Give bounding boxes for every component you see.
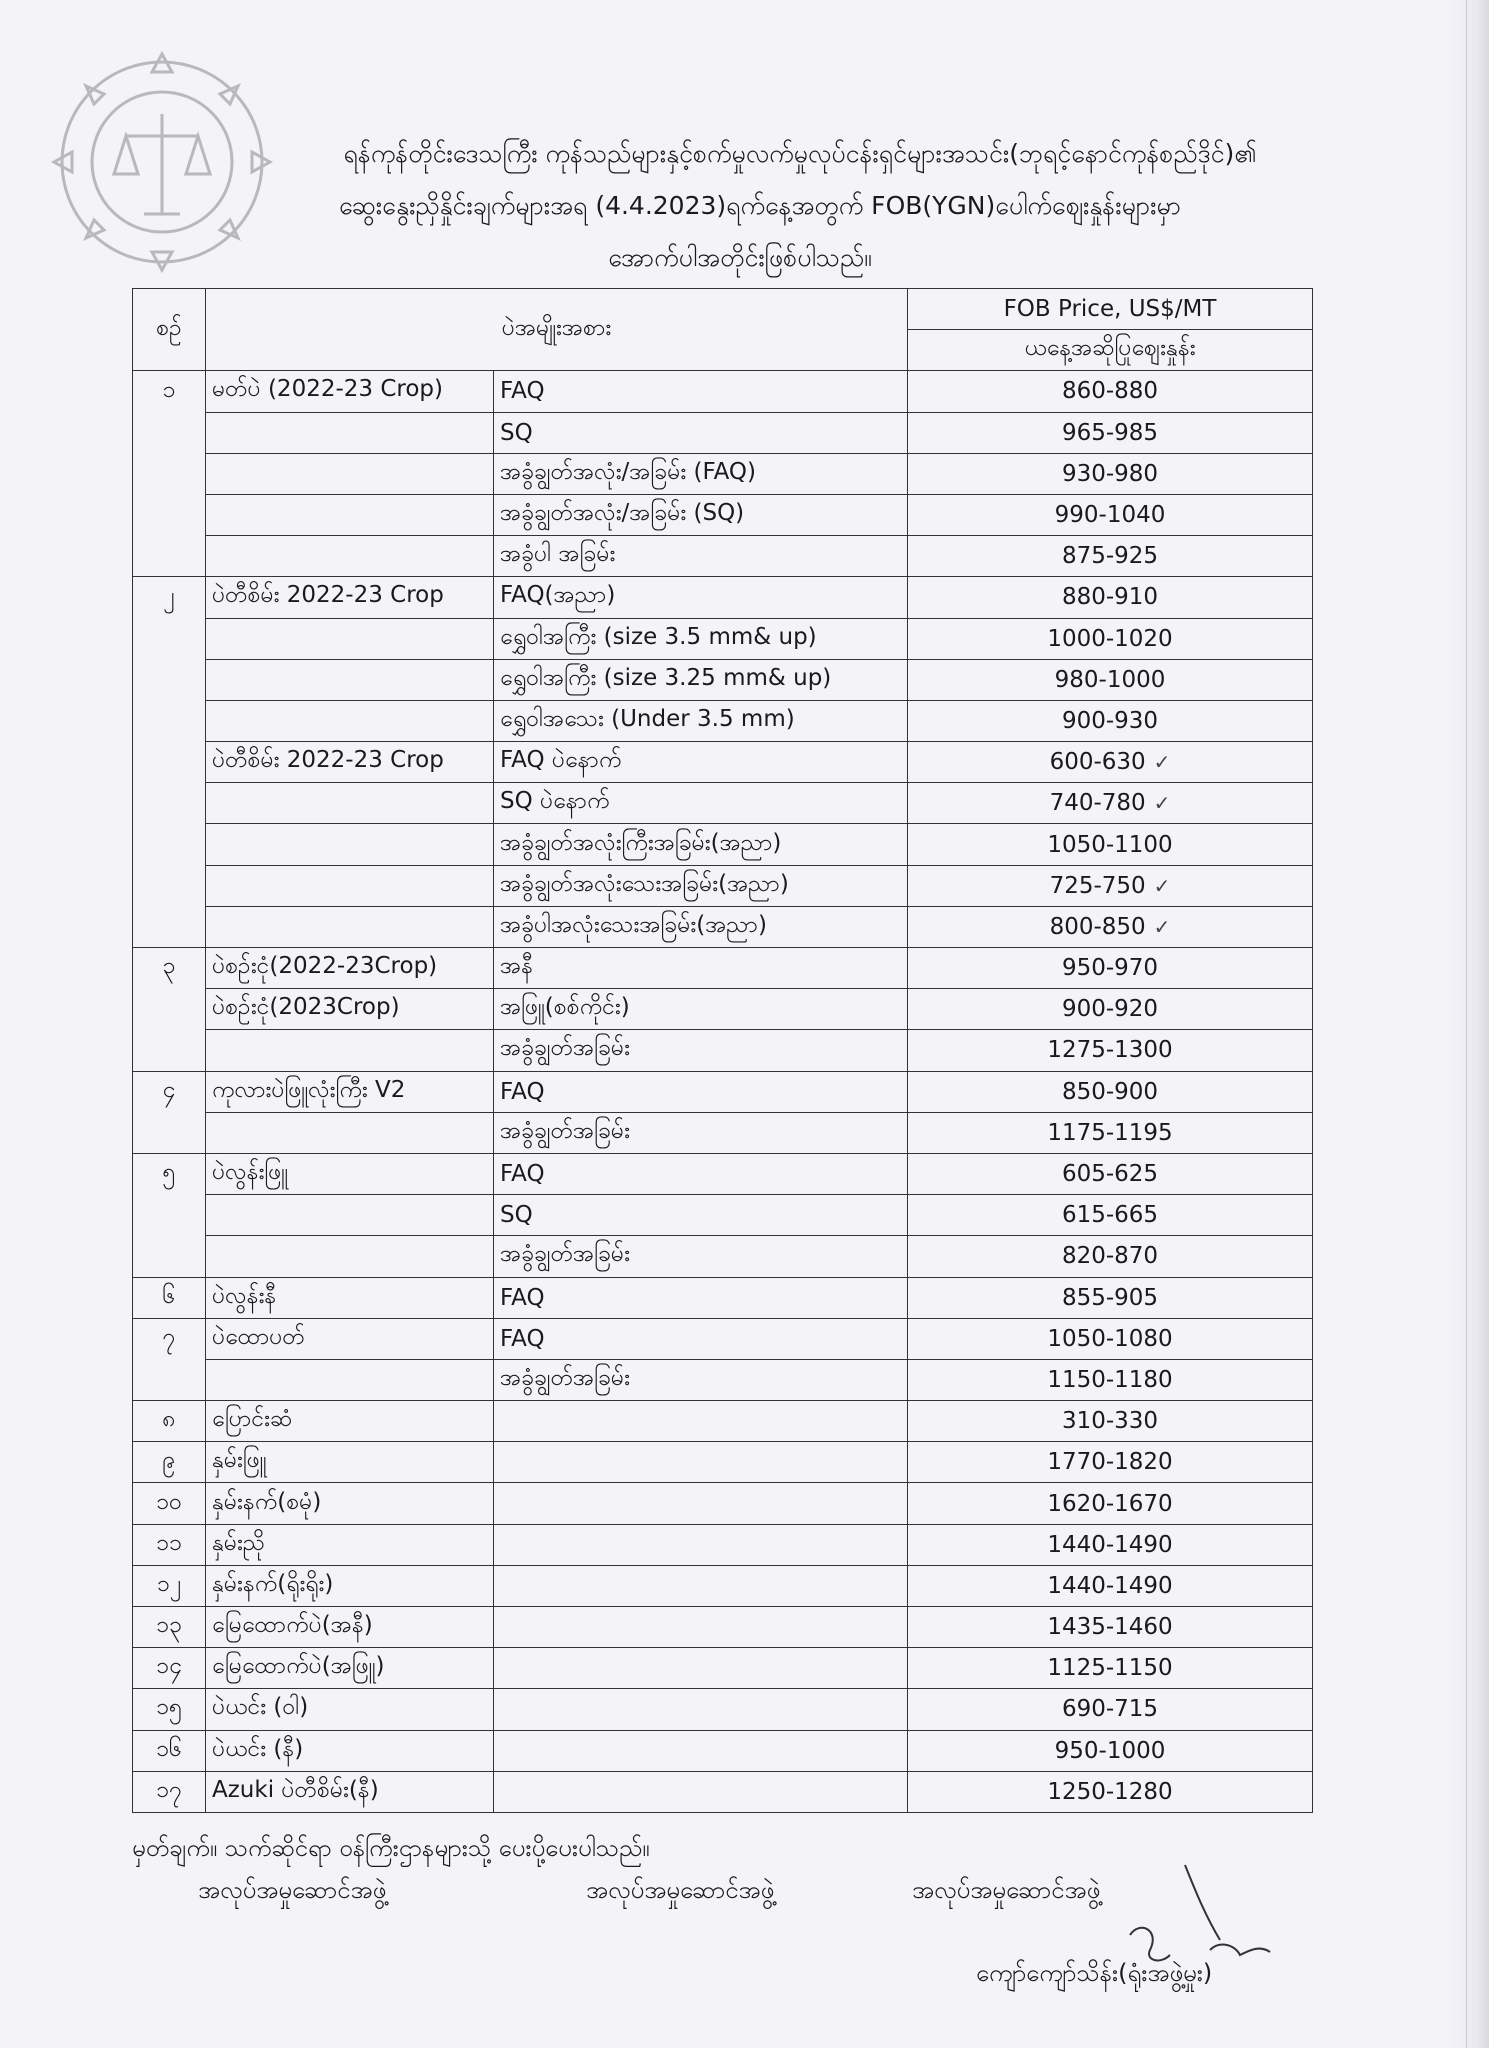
table-row <box>133 1607 1313 1648</box>
row-item-name-text: ပဲလွန်းနီ <box>212 1282 277 1309</box>
row-item-name <box>206 1483 494 1524</box>
row-grade-text: SQ <box>500 1202 533 1229</box>
signature-label-1: အလုပ်အမှုဆောင်အဖွဲ့ <box>198 1876 387 1904</box>
row-item-name <box>206 1607 494 1648</box>
row-number <box>133 1153 206 1194</box>
row-price <box>908 1442 1313 1483</box>
row-grade <box>494 1689 908 1730</box>
row-item-name <box>206 1442 494 1483</box>
table-row <box>133 536 1313 577</box>
row-price-text: 605-625 <box>1061 1161 1159 1188</box>
row-item-name-text: Azuki ပဲတီစိမ်း(နီ) <box>212 1776 379 1803</box>
row-grade <box>494 453 908 494</box>
row-item-name <box>206 536 494 577</box>
row-price-text: 740-780 <box>1049 790 1146 817</box>
row-number <box>133 742 206 783</box>
row-price-text: 1620-1670 <box>1047 1490 1173 1517</box>
table-row <box>133 1565 1313 1606</box>
row-grade <box>494 865 908 906</box>
row-item-name <box>206 1112 494 1153</box>
row-grade-text: အခွံချွတ်အလုံး/အခြမ်း (FAQ) <box>500 458 756 485</box>
row-item-name <box>206 1565 494 1606</box>
row-price-text: 1275-1300 <box>1047 1037 1173 1064</box>
row-grade-text: ရွှေဝါအကြီး (size 3.25 mm& up) <box>500 664 832 691</box>
row-price <box>908 1236 1313 1277</box>
row-item-name <box>206 1277 494 1318</box>
table-row <box>133 948 1313 989</box>
row-item-name <box>206 1359 494 1400</box>
row-price-text: 820-870 <box>1061 1243 1159 1270</box>
row-item-name-text: ပဲတီစိမ်း 2022-23 Crop <box>212 747 444 774</box>
table-row <box>133 1648 1313 1689</box>
row-item-name-text: ပဲတီစိမ်း 2022-23 Crop <box>212 582 444 609</box>
row-grade-text: SQ <box>500 419 533 446</box>
row-grade <box>494 948 908 989</box>
table-row <box>133 1524 1313 1565</box>
row-number <box>133 1401 206 1442</box>
row-grade-text: FAQ <box>500 1284 545 1311</box>
row-item-name-text: ကုလားပဲဖြူလုံးကြီး V2 <box>212 1076 406 1103</box>
checkmark-icon: ✓ <box>1153 750 1171 775</box>
row-grade <box>494 1648 908 1689</box>
row-grade <box>494 1236 908 1277</box>
row-number <box>133 1359 206 1400</box>
row-item-name <box>206 1730 494 1771</box>
table-row <box>133 412 1313 453</box>
row-price-text: 1250-1280 <box>1047 1778 1173 1805</box>
row-price <box>908 412 1313 453</box>
row-number <box>133 700 206 741</box>
row-grade <box>494 824 908 865</box>
signature-label-2: အလုပ်အမှုဆောင်အဖွဲ့ <box>586 1876 775 1904</box>
row-price-text: 310-330 <box>1061 1408 1159 1435</box>
row-price-text: 1050-1080 <box>1047 1325 1173 1352</box>
row-grade-text: အခွံချွတ်အခြမ်း <box>500 1241 630 1268</box>
row-grade <box>494 577 908 618</box>
row-item-name <box>206 1071 494 1112</box>
row-grade <box>494 371 908 412</box>
row-price-text: 860-880 <box>1061 378 1159 405</box>
row-item-name-text: မတ်ပဲ (2022-23 Crop) <box>212 376 443 403</box>
row-item-name <box>206 412 494 453</box>
row-number-text: ၅ <box>162 1159 176 1186</box>
row-grade <box>494 700 908 741</box>
row-grade <box>494 1359 908 1400</box>
row-number <box>133 371 206 412</box>
row-price <box>908 865 1313 906</box>
header-line-2: ဆွေးနွေးညှိနှိုင်းချက်များအရ (4.4.2023)ရက်နေ့အတွက် FOB(YGN)ပေါက်ဈေးနှုန်းများမှာ <box>338 191 1182 220</box>
row-price <box>908 1030 1313 1071</box>
row-number-text: ၆ <box>162 1282 176 1309</box>
row-number-text: ၁၆ <box>156 1735 182 1762</box>
row-price-text: 800-850 <box>1049 913 1146 940</box>
row-price <box>908 1771 1313 1812</box>
row-grade <box>494 783 908 824</box>
row-item-name <box>206 824 494 865</box>
row-grade <box>494 1071 908 1112</box>
row-number <box>133 1607 206 1648</box>
row-price <box>908 783 1313 824</box>
row-price <box>908 989 1313 1030</box>
table-row <box>133 1153 1313 1194</box>
row-price <box>908 1648 1313 1689</box>
row-item-name <box>206 1318 494 1359</box>
row-number <box>133 1236 206 1277</box>
row-item-name <box>206 659 494 700</box>
row-item-name <box>206 577 494 618</box>
table-row <box>133 453 1313 494</box>
row-price <box>908 1071 1313 1112</box>
row-item-name <box>206 371 494 412</box>
row-price <box>908 453 1313 494</box>
column-header-no: စဉ် <box>133 289 206 371</box>
row-price <box>908 742 1313 783</box>
row-price <box>908 1689 1313 1730</box>
row-price <box>908 1153 1313 1194</box>
table-row <box>133 1195 1313 1236</box>
column-header-item: ပဲအမျိုးအစား <box>206 289 908 371</box>
row-number <box>133 865 206 906</box>
table-row <box>133 1689 1313 1730</box>
row-item-name <box>206 494 494 535</box>
row-price-text: 850-900 <box>1061 1078 1159 1105</box>
row-item-name <box>206 1153 494 1194</box>
row-number <box>133 948 206 989</box>
table-row <box>133 371 1313 412</box>
row-number <box>133 1277 206 1318</box>
row-item-name <box>206 989 494 1030</box>
row-number <box>133 1730 206 1771</box>
table-row <box>133 783 1313 824</box>
row-grade-text: အခွံပါ အခြမ်း <box>500 541 616 568</box>
row-number-text: ၁၁ <box>156 1529 182 1556</box>
row-number-text: ၇ <box>162 1324 176 1351</box>
row-grade <box>494 1730 908 1771</box>
row-grade-text: FAQ ပဲနောက် <box>500 747 622 774</box>
row-grade <box>494 1607 908 1648</box>
row-price-text: 950-1000 <box>1054 1737 1166 1764</box>
row-number <box>133 577 206 618</box>
table-row <box>133 1771 1313 1812</box>
row-price <box>908 1565 1313 1606</box>
row-price <box>908 1112 1313 1153</box>
row-price-text: 1440-1490 <box>1047 1531 1173 1558</box>
table-row <box>133 494 1313 535</box>
row-item-name <box>206 1030 494 1071</box>
checkmark-icon: ✓ <box>1153 873 1171 898</box>
row-grade-text: SQ ပဲနောက် <box>500 788 610 815</box>
row-number <box>133 906 206 947</box>
row-grade <box>494 1195 908 1236</box>
row-number-text: ၉ <box>162 1447 176 1474</box>
row-item-name-text: ပဲစဉ်းငုံ(2023Crop) <box>212 994 400 1021</box>
row-number <box>133 1565 206 1606</box>
row-price <box>908 700 1313 741</box>
row-price-text: 900-930 <box>1061 707 1159 734</box>
table-row <box>133 1112 1313 1153</box>
row-item-name-text: နှမ်းဖြူ <box>212 1447 267 1474</box>
table-row <box>133 1730 1313 1771</box>
row-item-name-text: မြေထောက်ပဲ(အဖြူ) <box>212 1653 385 1680</box>
row-number <box>133 1442 206 1483</box>
row-price <box>908 1607 1313 1648</box>
row-price-text: 1770-1820 <box>1047 1449 1173 1476</box>
row-price <box>908 1195 1313 1236</box>
row-item-name <box>206 783 494 824</box>
table-row <box>133 1318 1313 1359</box>
row-number-text: ၄ <box>162 1076 176 1103</box>
row-number <box>133 1030 206 1071</box>
row-price-text: 1050-1100 <box>1047 831 1173 858</box>
row-item-name <box>206 906 494 947</box>
row-grade-text: အခွံချွတ်အခြမ်း <box>500 1364 630 1391</box>
row-grade-text: ရွှေဝါအသေး (Under 3.5 mm) <box>500 705 795 732</box>
table-row <box>133 989 1313 1030</box>
header-line-3: အောက်ပါအတိုင်းဖြစ်ပါသည်။ <box>608 243 872 272</box>
row-price-text: 990-1040 <box>1054 502 1166 529</box>
table-row <box>133 1442 1313 1483</box>
row-price <box>908 659 1313 700</box>
row-number-text: ၁၄ <box>156 1653 182 1680</box>
row-item-name-text: ပဲစဉ်းငုံ(2022-23Crop) <box>212 953 438 980</box>
row-grade-text: အခွံပါအလုံးသေးအခြမ်း(အညာ) <box>500 911 767 938</box>
row-grade <box>494 536 908 577</box>
column-header-price: FOB Price, US$/MT <box>908 289 1313 330</box>
row-number <box>133 1771 206 1812</box>
row-price <box>908 1730 1313 1771</box>
table-row <box>133 1401 1313 1442</box>
row-number <box>133 783 206 824</box>
row-grade-text: FAQ <box>500 1161 545 1188</box>
header-line-1: ရန်ကုန်တိုင်းဒေသကြီး ကုန်သည်များနှင့်စက်မှုလက်မှုလုပ်ငန်းရှင်များအသင်း(ဘုရင့်နောင်ကုန်စည်ဒိုင်)၏ <box>343 139 1257 168</box>
row-price-text: 1125-1150 <box>1047 1655 1173 1682</box>
row-price-text: 600-630 <box>1049 749 1146 776</box>
row-grade <box>494 1112 908 1153</box>
row-number <box>133 453 206 494</box>
row-item-name-text: နှမ်းနက်(ရိုးရိုး) <box>212 1570 334 1597</box>
row-number <box>133 1648 206 1689</box>
signer-name: ကျော်ကျော်သိန်း(ရုံးအဖွဲ့မှုး) <box>976 1959 1213 1987</box>
row-grade <box>494 1318 908 1359</box>
remark-note: မှတ်ချက်။ သက်ဆိုင်ရာ ဝန်ကြီးဌာနများသို့ ပေးပို့ပေးပါသည်။ <box>132 1834 650 1862</box>
table-row <box>133 906 1313 947</box>
row-price <box>908 536 1313 577</box>
row-price <box>908 618 1313 659</box>
row-number <box>133 1195 206 1236</box>
table-row <box>133 1483 1313 1524</box>
row-grade <box>494 1277 908 1318</box>
row-price <box>908 1318 1313 1359</box>
table-row <box>133 742 1313 783</box>
row-price-text: 1150-1180 <box>1047 1366 1173 1393</box>
row-price-text: 875-925 <box>1061 543 1159 570</box>
row-number-text: ၁၂ <box>156 1570 182 1597</box>
row-grade <box>494 1483 908 1524</box>
row-number-text: ၃ <box>162 953 176 980</box>
row-price-text: 980-1000 <box>1054 666 1166 693</box>
row-price-text: 1435-1460 <box>1047 1614 1173 1641</box>
table-row <box>133 865 1313 906</box>
row-price-text: 965-985 <box>1061 419 1159 446</box>
row-price-text: 950-970 <box>1061 955 1159 982</box>
row-grade-text: အဖြူ(စစ်ကိုင်း) <box>500 994 630 1021</box>
row-number <box>133 1318 206 1359</box>
row-price <box>908 906 1313 947</box>
row-grade-text: FAQ <box>500 1078 545 1105</box>
row-grade-text: FAQ <box>500 1325 545 1352</box>
row-grade-text: အခွံချွတ်အခြမ်း <box>500 1117 630 1144</box>
table-row <box>133 1277 1313 1318</box>
row-number <box>133 989 206 1030</box>
table-row <box>133 659 1313 700</box>
row-price-text: 855-905 <box>1061 1284 1159 1311</box>
checkmark-icon: ✓ <box>1153 791 1171 816</box>
row-grade-text: အခွံချွတ်အခြမ်း <box>500 1035 630 1062</box>
row-price-text: 880-910 <box>1061 584 1159 611</box>
row-number <box>133 1071 206 1112</box>
row-item-name <box>206 1689 494 1730</box>
table-row <box>133 1030 1313 1071</box>
row-grade-text: FAQ(အညာ) <box>500 582 616 609</box>
row-item-name <box>206 742 494 783</box>
row-price-text: 1440-1490 <box>1047 1572 1173 1599</box>
row-grade <box>494 1153 908 1194</box>
table-row <box>133 824 1313 865</box>
row-grade <box>494 742 908 783</box>
row-grade <box>494 989 908 1030</box>
row-grade <box>494 659 908 700</box>
signature-label-3: အလုပ်အမှုဆောင်အဖွဲ့ <box>912 1876 1101 1904</box>
checkmark-icon: ✓ <box>1153 914 1171 939</box>
row-item-name <box>206 948 494 989</box>
table-row <box>133 577 1313 618</box>
row-grade <box>494 494 908 535</box>
row-grade <box>494 1401 908 1442</box>
row-item-name <box>206 1648 494 1689</box>
row-price <box>908 1277 1313 1318</box>
row-price <box>908 1483 1313 1524</box>
row-item-name-text: ပဲယင်း (ဝါ) <box>212 1694 309 1721</box>
table-row <box>133 1359 1313 1400</box>
row-grade <box>494 618 908 659</box>
row-item-name-text: ပဲထောပတ် <box>212 1323 305 1350</box>
row-grade-text: အခွံချွတ်အလုံးသေးအခြမ်း(အညာ) <box>500 870 789 897</box>
row-price <box>908 577 1313 618</box>
row-price <box>908 824 1313 865</box>
row-grade <box>494 1030 908 1071</box>
row-item-name <box>206 1401 494 1442</box>
row-number-text: ၂ <box>163 582 175 609</box>
row-number <box>133 1689 206 1730</box>
row-item-name <box>206 1195 494 1236</box>
row-number-text: ၁၇ <box>156 1776 182 1803</box>
row-price-text: 615-665 <box>1061 1202 1159 1229</box>
row-grade <box>494 412 908 453</box>
row-grade-text: အခွံချွတ်အလုံး/အခြမ်း (SQ) <box>500 500 745 527</box>
row-number <box>133 824 206 865</box>
row-grade <box>494 1524 908 1565</box>
table-row <box>133 1236 1313 1277</box>
row-grade-text: အနီ <box>500 953 534 980</box>
row-number <box>133 618 206 659</box>
row-price <box>908 494 1313 535</box>
row-item-name <box>206 618 494 659</box>
row-grade-text: FAQ <box>500 378 545 405</box>
row-price-text: 1175-1195 <box>1047 1119 1173 1146</box>
page-edge <box>1449 0 1489 2048</box>
row-item-name-text: ပြောင်းဆံ <box>212 1406 293 1433</box>
row-number <box>133 494 206 535</box>
row-price <box>908 371 1313 412</box>
row-number <box>133 1524 206 1565</box>
document-header <box>120 128 1360 284</box>
row-price <box>908 948 1313 989</box>
row-item-name-text: နှမ်းနက်(စမုံ) <box>212 1488 322 1515</box>
row-price <box>908 1401 1313 1442</box>
column-header-price-sub: ယနေ့အဆိုပြုဈေးနှုန်း <box>908 330 1313 371</box>
row-grade <box>494 1565 908 1606</box>
row-item-name-text: နှမ်းညို <box>212 1529 266 1556</box>
row-grade <box>494 1771 908 1812</box>
row-price <box>908 1524 1313 1565</box>
row-price-text: 690-715 <box>1061 1696 1159 1723</box>
table-row <box>133 618 1313 659</box>
row-item-name <box>206 1236 494 1277</box>
row-price-text: 930-980 <box>1061 460 1159 487</box>
row-number <box>133 536 206 577</box>
row-number <box>133 659 206 700</box>
table-row <box>133 700 1313 741</box>
row-price-text: 1000-1020 <box>1047 625 1173 652</box>
table-row <box>133 1071 1313 1112</box>
row-number <box>133 412 206 453</box>
row-item-name <box>206 1771 494 1812</box>
row-number-text: ၁၀ <box>156 1488 182 1515</box>
row-item-name <box>206 1524 494 1565</box>
row-grade-text: အခွံချွတ်အလုံးကြီးအခြမ်း(အညာ) <box>500 829 782 856</box>
price-table <box>132 288 1313 1813</box>
row-price <box>908 1359 1313 1400</box>
row-number-text: ၁ <box>162 376 176 403</box>
row-number <box>133 1483 206 1524</box>
row-grade <box>494 906 908 947</box>
row-number-text: ၁၃ <box>156 1612 182 1639</box>
row-item-name-text: ပဲယင်း (နီ) <box>212 1735 304 1762</box>
row-number-text: ၁၅ <box>156 1694 182 1721</box>
row-number-text: ၈ <box>162 1406 176 1433</box>
row-grade <box>494 1442 908 1483</box>
row-price-text: 725-750 <box>1049 872 1146 899</box>
row-item-name-text: မြေထောက်ပဲ(အနီ) <box>212 1612 373 1639</box>
row-item-name <box>206 453 494 494</box>
row-price-text: 900-920 <box>1061 996 1159 1023</box>
row-grade-text: ရွှေဝါအကြီး (size 3.5 mm& up) <box>500 623 817 650</box>
row-item-name-text: ပဲလွန်းဖြူ <box>212 1159 289 1186</box>
row-item-name <box>206 865 494 906</box>
row-item-name <box>206 700 494 741</box>
row-number <box>133 1112 206 1153</box>
